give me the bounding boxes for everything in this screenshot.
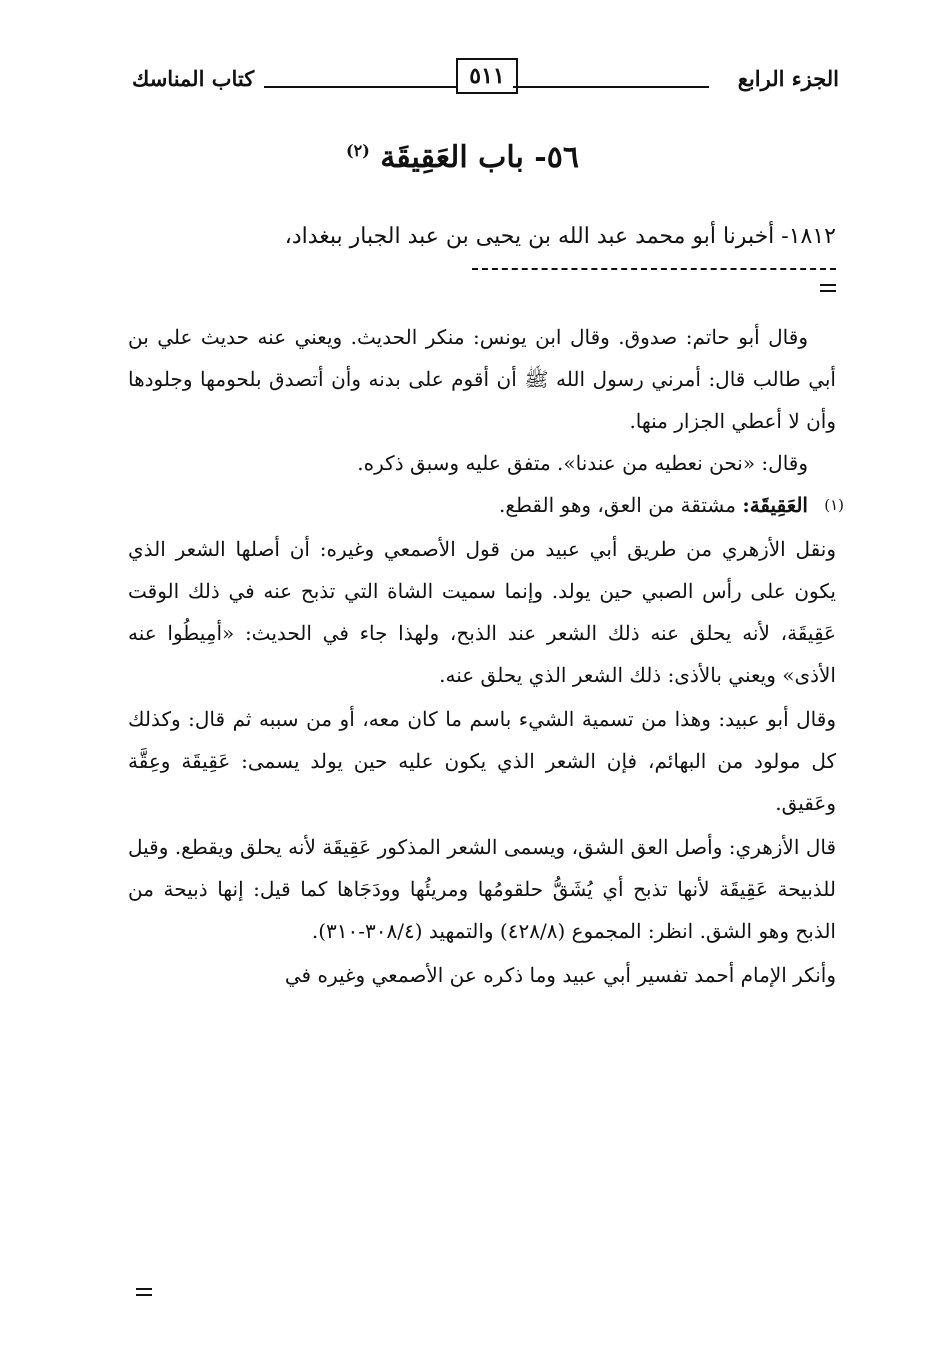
footnote-1-term: العَقِيقَة: (742, 493, 808, 517)
chapter-title-text: ٥٦- باب العَقِيقَة (380, 140, 579, 175)
chapter-title (0, 140, 925, 175)
footnote-paragraph-4: وأنكر الإمام أحمد تفسير أبي عبيد وما ذكره عن الأصمعي وغيره في (284, 963, 836, 987)
continuation-mark-top (820, 284, 836, 292)
book-section-label: كتاب المناسك (132, 66, 255, 91)
footnote-1-definition: مشتقة من العق، وهو القطع. (499, 493, 736, 517)
header-rule-right (513, 86, 709, 88)
footnote-ref-2: (٢) (346, 141, 370, 160)
footnote-1-marker: (١) (824, 496, 844, 514)
page-number: ٥١١ (456, 58, 518, 94)
footnote-paragraph-2: وقال أبو عبيد: وهذا من تسمية الشيء باسم ما كان معه، أو من سببه ثم قال: وكذلك كل مولود من البهائم، فإن الشعر الذي يكون عليه حين يولد يسمى: عَقِيقَة وعِقَّة وعَقيق. (128, 707, 836, 815)
footnote-paragraph-3: قال الأزهري: وأصل العق الشق، ويسمى الشعر المذكور عَقِيقَة لأنه يحلق ويقطع. وقيل للذبيحة عَقِيقَة لأنها تذبح أي يُشَقُّ حلقومُها ومريئُها وودَجَاها كما قيل: إنها ذبيحة من الذبح وهو الشق. انظر: المجموع (٤٢٨/٨) والتمهيد (٣٠٨/٤-٣١٠). (128, 835, 836, 943)
hadith-text: ١٨١٢- أخبرنا أبو محمد عبد الله بن يحيى بن عبد الجبار ببغداد، (284, 224, 836, 249)
volume-label: الجزء الرابع (737, 66, 839, 91)
running-header (132, 52, 839, 104)
footnote-1 (128, 484, 844, 526)
footnotes (128, 316, 844, 996)
footnote-continuation-1: وقال أبو حاتم: صدوق. وقال ابن يونس: منكر الحديث. ويعني عنه حديث علي بن أبي طالب قال: أمرني رسول الله ﷺ أن أقوم على بدنه وأن أتصدق بلحومها وجلودها وأن لا أعطي الجزار منها. (128, 325, 836, 433)
continuation-mark-bottom (136, 1288, 152, 1296)
footnote-continuation-2: وقال: «نحن نعطيه من عندنا». متفق عليه وسبق ذكره. (357, 451, 808, 475)
header-rule-left (264, 86, 456, 88)
footnote-paragraph-1: ونقل الأزهري من طريق أبي عبيد من قول الأصمعي وغيره: أن أصلها الشعر الذي يكون على رأس الصبي حين يولد. وإنما سميت الشاة التي تذبح عنه في ذلك الوقت عَقِيقَة، لأنه يحلق عنه ذلك الشعر عند الذبح، ولهذا جاء في الحديث: «أمِيطُوا عنه الأذى» ويعني بالأذى: ذلك الشعر الذي يحلق عنه. (128, 537, 836, 687)
footnote-separator (472, 268, 836, 270)
